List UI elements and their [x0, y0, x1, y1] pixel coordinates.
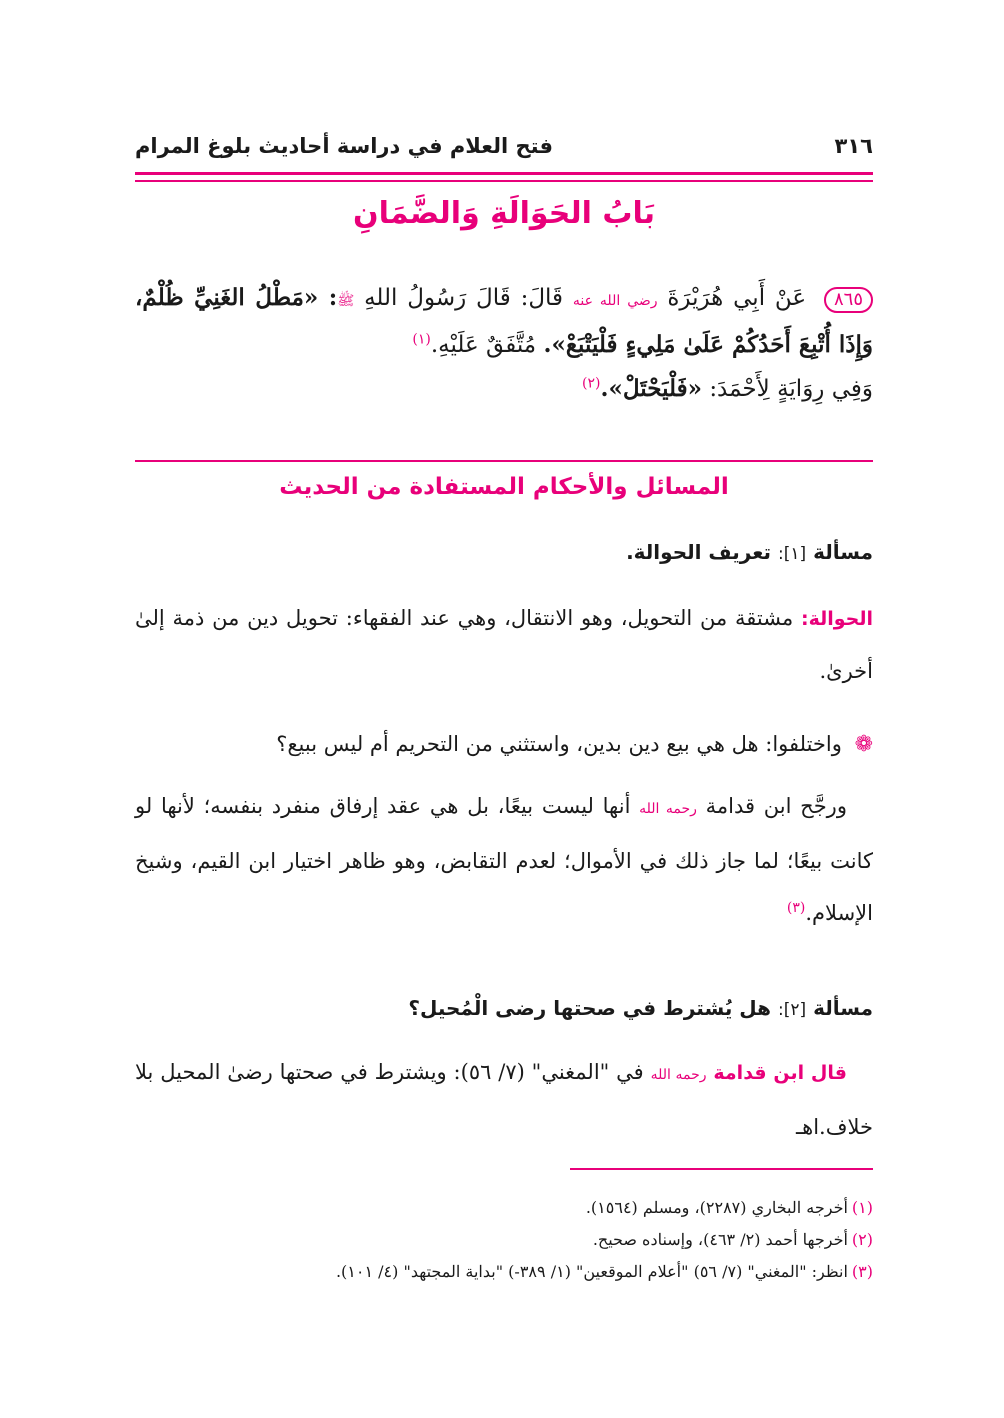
footnote-rule [570, 1168, 873, 1170]
issue-1-number: [١]: [777, 544, 807, 564]
hadith-said: قَالَ: قَالَ رَسُولُ اللهِ [364, 285, 564, 311]
hadith-rule [135, 460, 873, 462]
footnote-3-text: انظر: "المغني" (٧/ ٥٦) "أعلام الموقعين" (١/ ٣٨٩-) "بداية المجتهد" (٤/ ١٠١). [335, 1262, 848, 1281]
definition-term: الحوالة: [800, 608, 873, 630]
chapter-title: بَابُ الحَوَالَةِ وَالضَّمَانِ [352, 196, 656, 231]
footnote-2-text: أخرجها أحمد (٢/ ٤٦٣)، وإسناده صحيح. [592, 1230, 848, 1249]
footnote-1-text: أخرجه البخاري (٢٢٨٧)، ومسلم (١٥٦٤). [585, 1198, 848, 1217]
quote-paragraph [135, 1046, 873, 1153]
hadith-source: مُتَّفَقٌ عَلَيْهِ. [430, 332, 537, 358]
honorific-companion: رضي الله عنه [572, 293, 658, 309]
footnote-2-number: (٢) [851, 1230, 873, 1249]
issue-1-title: تعريف الحوالة. [626, 540, 772, 564]
hadith-block [135, 276, 873, 411]
header-rule-bottom [135, 180, 873, 182]
section-title: المسائل والأحكام المستفادة من الحديث [279, 474, 729, 500]
footnote-1 [135, 1192, 873, 1224]
issue-2-label: مسألة [813, 996, 873, 1020]
footnote-ref-3: (٣) [786, 900, 806, 916]
footnote-ref-1: (١) [412, 331, 431, 348]
issue-2-title: هل يُشترط في صحتها رضى الْمُحيل؟ [408, 996, 772, 1020]
dispute-text: واختلفوا: هل هي بيع دين بدين، واستثني من التحريم أم ليس ببيع؟ [276, 732, 842, 756]
issue-2-number: [٢]: [777, 1000, 807, 1020]
book-title: فتح العلام في دراسة أحاديث بلوغ المرام [135, 134, 553, 158]
hadith-number: ٨٦٥ [824, 287, 873, 313]
footnote-ref-2: (٢) [582, 375, 601, 392]
dispute-paragraph [135, 718, 873, 771]
quote-honorific: رحمه الله [650, 1067, 707, 1083]
preference-text: أنها ليست بيعًا، بل هي عقد إرفاق منفرد بنفسه؛ لأنها لو كانت بيعًا؛ لما جاز ذلك في الأموال؛ لعدم التقابض، وهو ظاهر اختيار ابن القيم، وشيخ الإسلام. [135, 794, 873, 925]
issue-1-label: مسألة [813, 540, 873, 564]
preference-paragraph [135, 780, 873, 939]
flower-icon: ❁ [854, 732, 873, 757]
running-header [135, 126, 873, 166]
issue-2-heading [135, 996, 873, 1020]
page-number: ٣١٦ [834, 134, 873, 158]
variant-text: «فَلْيَحْتَلْ». [600, 375, 702, 402]
definition-text: مشتقة من التحويل، وهو الانتقال، وهي عند الفقهاء: تحويل دين من ذمة إلىٰ أخرىٰ. [135, 606, 873, 683]
hadith-lead: عَنْ أَبِي هُرَيْرَةَ [667, 285, 807, 311]
footnote-2 [135, 1224, 873, 1256]
footnotes [135, 1192, 873, 1288]
preference-lead: ورجَّح ابن قدامة [705, 794, 847, 818]
variant-lead: وَفِي رِوَايَةٍ لِأَحْمَدَ: [709, 376, 873, 402]
quote-term: قال ابن قدامة [713, 1062, 847, 1084]
honorific-prophet: ﷺ [337, 293, 355, 309]
definition-paragraph [135, 592, 873, 697]
footnote-3 [135, 1256, 873, 1288]
footnote-3-number: (٣) [851, 1262, 873, 1281]
header-rule-top [135, 172, 873, 175]
preference-honorific: رحمه الله [639, 801, 697, 817]
hadith-text: : «مَطْلُ الغَنِيِّ ظُلْمٌ، وَإِذَا أُتْبِعَ أَحَدُكُمْ عَلَىٰ مَلِيءٍ فَلْيَتْبَعْ». [135, 284, 873, 358]
quote-text: في "المغني" (٧/ ٥٦): ويشترط في صحتها رضىٰ المحيل بلا خلاف.اهـ [135, 1060, 873, 1139]
issue-1-heading [135, 540, 873, 564]
footnote-1-number: (١) [851, 1198, 873, 1217]
